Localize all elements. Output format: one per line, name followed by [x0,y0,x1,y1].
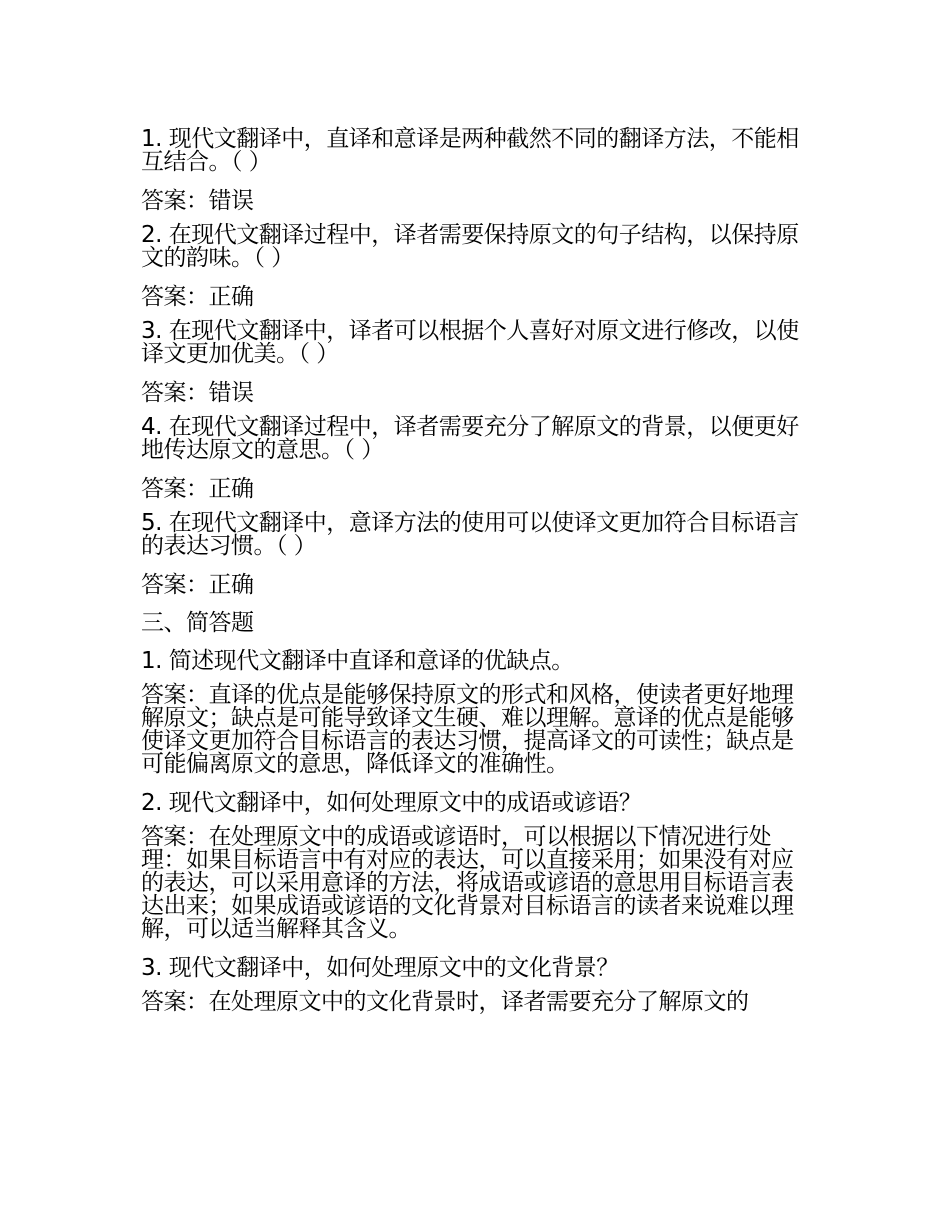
section-heading: 三、简答题 [141,610,254,636]
answer-4: 答案：正确 [141,476,254,502]
short-answer-1: 答案：直译的优点是能够保持原文的形式和风格，使读者更好地理解原文；缺点是可能导致译文生硬、难以理解。意译的优点是能够使译文更加符合目标语言的表达习惯，提高译文的可读性；缺点是可能偏离原文的意思，降低译文的准确性。 [141,682,794,777]
answer-2: 答案：正确 [141,284,254,310]
question-1: 1. 现代文翻译中，直译和意译是两种截然不同的翻译方法，不能相互结合。（ ） [141,126,799,175]
short-question-3: 3. 现代文翻译中，如何处理原文中的文化背景？ [141,955,619,981]
answer-1: 答案：错误 [141,188,254,214]
question-4: 4. 在现代文翻译过程中，译者需要充分了解原文的背景，以便更好地传达原文的意思。（ ） [141,414,799,463]
question-2: 2. 在现代文翻译过程中，译者需要保持原文的句子结构，以保持原文的韵味。（ ） [141,222,799,271]
question-5: 5. 在现代文翻译中，意译方法的使用可以使译文更加符合目标语言的表达习惯。（ ） [141,510,799,559]
short-answer-2: 答案：在处理原文中的成语或谚语时，可以根据以下情况进行处理：如果目标语言中有对应的表达，可以直接采用；如果没有对应的表达，可以采用意译的方法，将成语或谚语的意思用目标语言表达出来；如果成语或谚语的文化背景对目标语言的读者来说难以理解，可以适当解释其含义。 [141,824,794,942]
answer-5: 答案：正确 [141,572,254,598]
short-answer-3: 答案：在处理原文中的文化背景时，译者需要充分了解原文的 [141,989,749,1015]
short-question-2: 2. 现代文翻译中，如何处理原文中的成语或谚语？ [141,790,642,816]
document-body [141,128,813,1026]
short-question-1: 1. 简述现代文翻译中直译和意译的优缺点。 [141,648,574,674]
answer-3: 答案：错误 [141,380,254,406]
question-3: 3. 在现代文翻译中，译者可以根据个人喜好对原文进行修改，以使译文更加优美。（ ） [141,318,799,367]
